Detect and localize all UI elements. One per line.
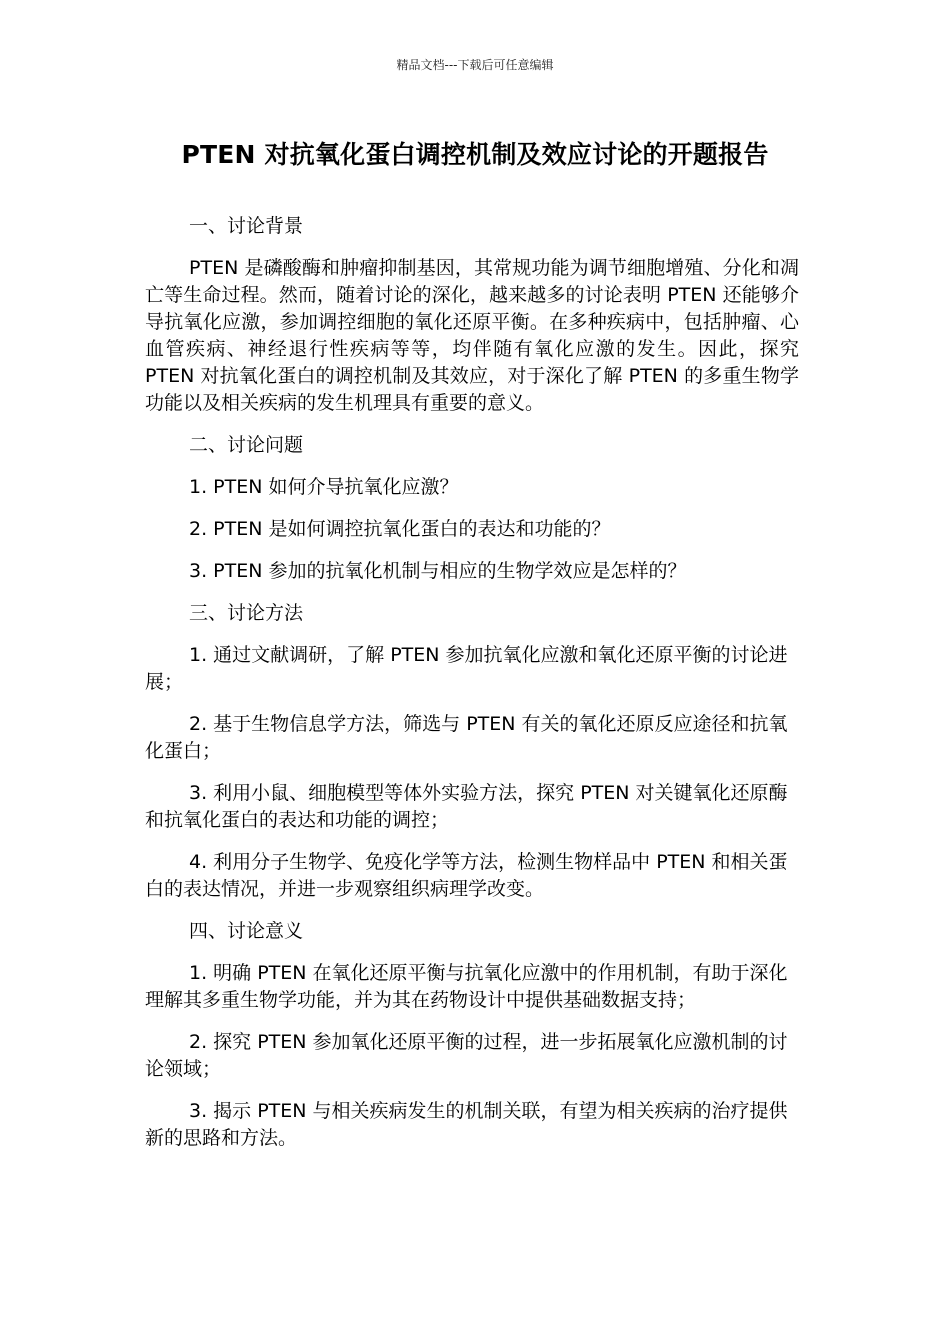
- question-item-3: 3. PTEN 参加的抗氧化机制与相应的生物学效应是怎样的？: [189, 560, 687, 582]
- question-item-1: 1. PTEN 如何介导抗氧化应激？: [189, 476, 459, 498]
- question-item-2: 2. PTEN 是如何调控抗氧化蛋白的表达和功能的？: [189, 518, 611, 540]
- significance-item-3: 3. 揭示 PTEN 与相关疾病发生的机制关联，有望为相关疾病的治疗提供新的思路和方法。: [145, 1100, 788, 1149]
- significance-item-2: 2. 探究 PTEN 参加氧化还原平衡的过程，进一步拓展氧化应激机制的讨论领域；: [145, 1031, 788, 1080]
- method-item-2: 2. 基于生物信息学方法，筛选与 PTEN 有关的氧化还原反应途径和抗氧化蛋白；: [145, 713, 788, 762]
- section-heading-methods: 三、讨论方法: [189, 602, 304, 624]
- method-item-3: 3. 利用小鼠、细胞模型等体外实验方法，探究 PTEN 对关键氧化还原酶和抗氧化蛋白的表达和功能的调控；: [145, 782, 788, 831]
- header-note: 精品文档---下载后可任意编辑: [396, 58, 554, 72]
- document-title: PTEN 对抗氧化蛋白调控机制及效应讨论的开题报告: [181, 140, 769, 169]
- significance-item-1: 1. 明确 PTEN 在氧化还原平衡与抗氧化应激中的作用机制，有助于深化理解其多重生物学功能，并为其在药物设计中提供基础数据支持；: [145, 962, 788, 1011]
- document-body: [145, 213, 799, 1167]
- section-heading-questions: 二、讨论问题: [189, 434, 304, 456]
- method-item-1: 1. 通过文献调研，了解 PTEN 参加抗氧化应激和氧化还原平衡的讨论进展；: [145, 644, 788, 693]
- background-paragraph: PTEN 是磷酸酶和肿瘤抑制基因，其常规功能为调节细胞增殖、分化和凋亡等生命过程。然而，随着讨论的深化，越来越多的讨论表明 PTEN 还能够介导抗氧化应激，参加调控细胞的氧化还原平衡。在多种疾病中，包括肿瘤、心血管疾病、神经退行性疾病等等，均伴随有氧化应激的发生。因此，探究 PTEN 对抗氧化蛋白的调控机制及其效应，对于深化了解 PTEN 的多重生物学功能以及相关疾病的发生机理具有重要的意义。: [145, 257, 799, 414]
- method-item-4: 4. 利用分子生物学、免疫化学等方法，检测生物样品中 PTEN 和相关蛋白的表达情况，并进一步观察组织病理学改变。: [145, 851, 788, 900]
- section-heading-background: 一、讨论背景: [189, 215, 304, 237]
- section-heading-significance: 四、讨论意义: [189, 920, 304, 942]
